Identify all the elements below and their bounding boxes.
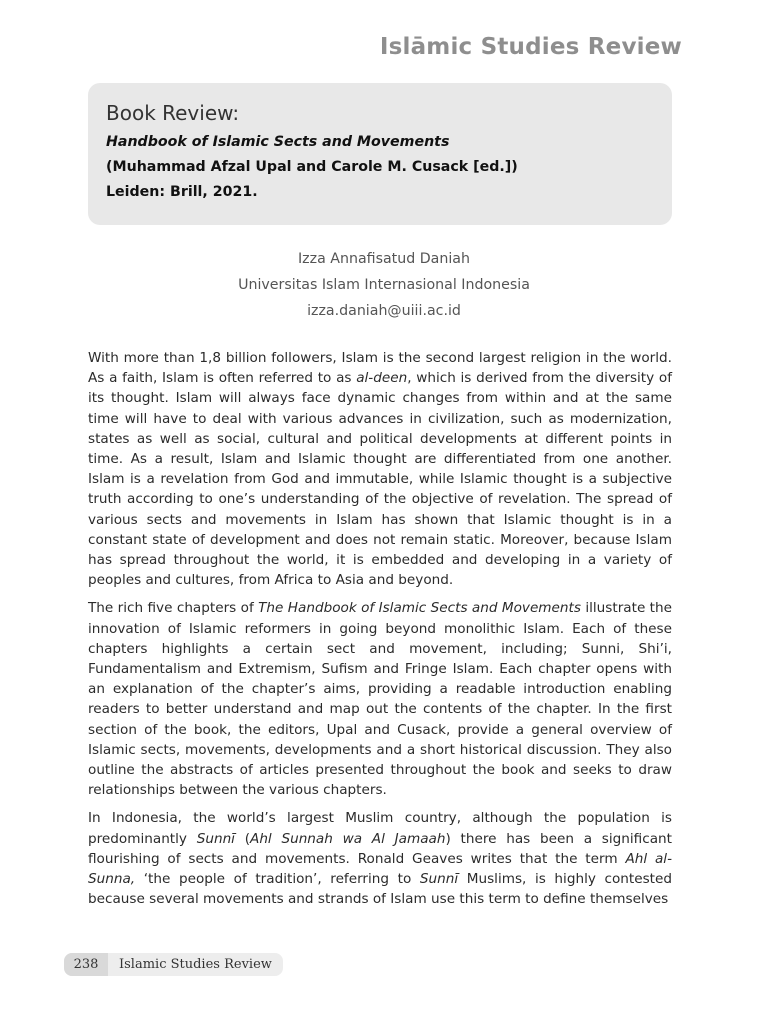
paragraph-2 [88, 598, 672, 800]
author-block [0, 246, 768, 324]
page-number: 238 [64, 953, 108, 976]
book-review-label: Book Review: [106, 101, 240, 125]
text-run: The rich five chapters of [88, 600, 259, 617]
italic-term: Ahl al-Sunna, [88, 850, 672, 888]
italic-term: Sunnī [419, 871, 459, 888]
text-run: With more than 1,8 billion followers, Islam is the second largest religion in the world. As a faith, Islam is often referred to as [88, 350, 672, 387]
text-run: , which is derived from the diversity of its thought. Islam will always face dynamic changes from within and at the same time will have to deal with various advances in civilization, such as modernization, states as well as social, cultural and political developments at different points in time. As a result, Islam and Islamic thought are differentiated from one another. Islam is a revelation from God and immutable, while Islamic thought is a subjective truth according to one’s understanding of the objective of revelation. The spread of various sects and movements in Islam has shown that Islamic thought is in a constant state of development and does not remain static. Moreover, because Islam has spread throughout the world, it is embedded and developing in a variety of peoples and cultures, from Africa to Asia and beyond. [88, 370, 672, 589]
text-run: ( [234, 830, 251, 847]
text-run: ‘the people of tradition’, referring to [135, 871, 420, 888]
italic-term: Ahl Sunnah wa Al Jamaah [250, 830, 446, 847]
article-body [88, 348, 672, 917]
text-run: illustrate the innovation of Islamic reformers in going beyond monolithic Islam. Each of these chapters highlights a certain sect and movement, including; Sunni, Shi’i, Fundamentalism and Extremism, Sufism and Fringe Islam. Each chapter opens with an explanation of the chapter’s aims, providing a readable introduction enabling readers to better understand and map out the contents of the chapter. In the first section of the book, the editors, Upal and Cusack, provide a general overview of Islamic sects, movements, developments and a short historical discussion. They also outline the abstracts of articles presented throughout the book and seeks to draw relationships between the various chapters. [88, 600, 672, 799]
footer-journal-name: Islamic Studies Review [119, 957, 272, 972]
text-run: Muslims, is highly contested because several movements and strands of Islam use this term to define themselves [88, 871, 672, 908]
journal-logo: Islāmic Studies Review [379, 34, 682, 60]
book-publisher: Leiden: Brill, 2021. [106, 184, 258, 200]
italic-term: al-deen [356, 370, 408, 387]
book-editors: (Muhammad Afzal Upal and Carole M. Cusack [ed.]) [106, 159, 518, 175]
italic-book-title: The Handbook of Islamic Sects and Movements [258, 600, 581, 617]
author-name: Izza Annafisatud Daniah [298, 251, 470, 267]
italic-term: Sunnī [196, 830, 235, 847]
page-footer [64, 953, 283, 976]
text-run: In Indonesia, the world’s largest Muslim country, although the population is predominantly [88, 810, 672, 847]
author-email: izza.daniah@uiii.ac.id [307, 303, 461, 319]
book-review-box [88, 83, 672, 225]
book-title: Handbook of Islamic Sects and Movements [106, 134, 450, 150]
author-affiliation: Universitas Islam Internasional Indonesia [238, 277, 530, 293]
paragraph-3 [88, 808, 672, 909]
text-run: ) there has been a significant flourishing of sects and movements. Ronald Geaves writes that the term [88, 830, 672, 867]
paragraph-1 [88, 348, 672, 590]
